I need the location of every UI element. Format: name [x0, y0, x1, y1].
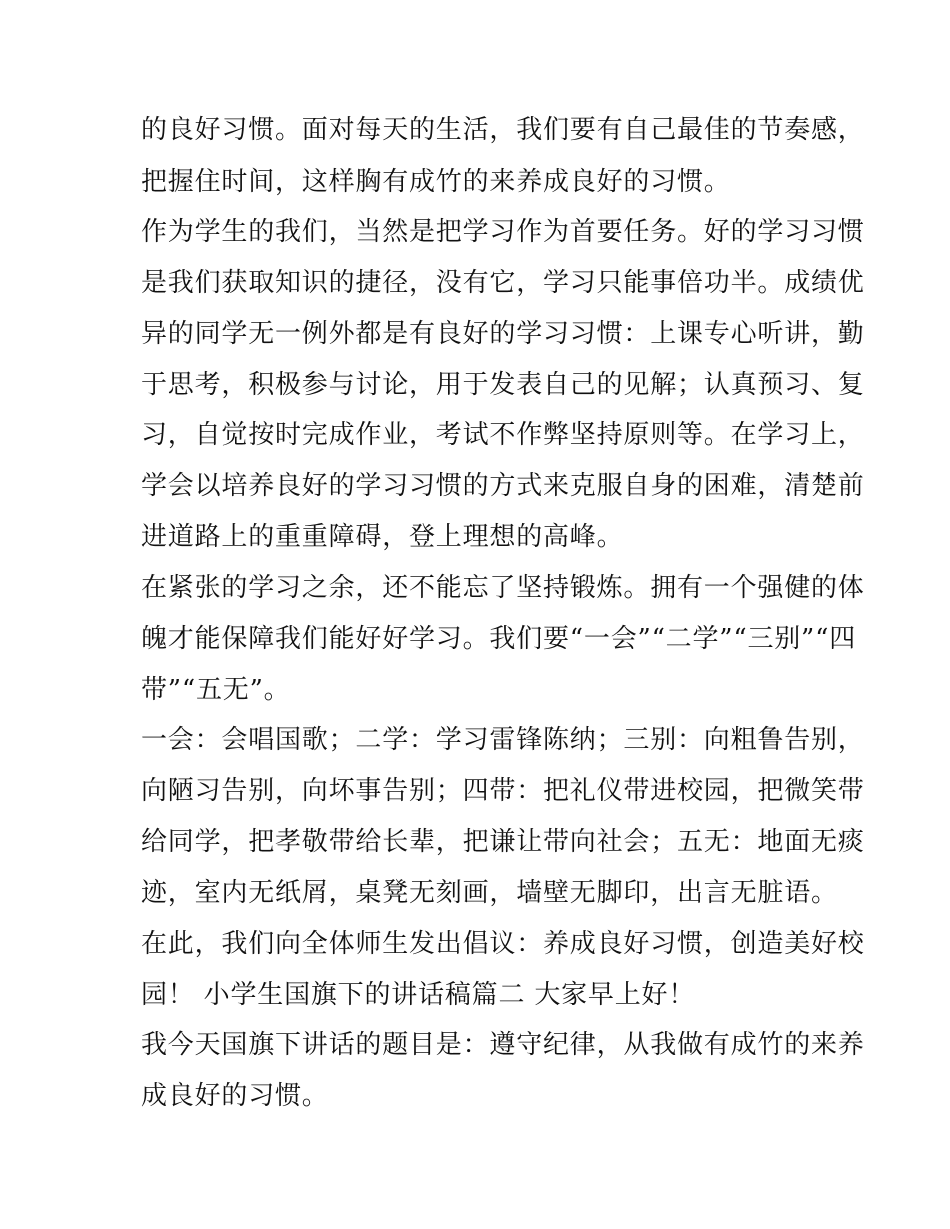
text-line-17: 在此，我们向全体师生发出倡议：养成良好习惯，创造美好校 [141, 929, 865, 959]
text-line-12: 带”“五无”。 [141, 675, 291, 705]
text-line-1: 的良好习惯。面对每天的生活，我们要有自己最佳的节奏感， [141, 115, 865, 145]
text-line-9: 进道路上的重重障碍，登上理想的高峰。 [141, 522, 624, 552]
text-line-16: 迹，室内无纸屑，桌凳无刻画，墙壁无脚印，出言无脏语。 [141, 878, 838, 908]
text-line-8: 学会以培养良好的学习习惯的方式来克服自身的困难，清楚前 [141, 471, 865, 501]
text-line-18: 园！ 小学生国旗下的讲话稿篇二 大家早上好！ [141, 980, 696, 1010]
text-line-11: 魄才能保障我们能好好学习。我们要“一会”“二学”“三别”“四 [141, 624, 857, 654]
text-line-4: 是我们获取知识的捷径，没有它，学习只能事倍功半。成绩优 [141, 268, 865, 298]
text-line-13: 一会：会唱国歌；二学：学习雷锋陈纳；三别：向粗鲁告别， [141, 725, 865, 755]
text-line-2: 把握住时间，这样胸有成竹的来养成良好的习惯。 [141, 167, 731, 197]
text-line-6: 于思考，积极参与讨论，用于发表自己的见解；认真预习、复 [141, 370, 865, 400]
text-line-15: 给同学，把孝敬带给长辈，把谦让带向社会；五无：地面无痰 [141, 827, 865, 857]
text-line-14: 向陋习告别，向坏事告别；四带：把礼仪带进校园，把微笑带 [141, 776, 865, 806]
text-line-7: 习，自觉按时完成作业，考试不作弊坚持原则等。在学习上， [141, 420, 865, 450]
text-line-5: 异的同学无一例外都是有良好的学习习惯：上课专心听讲，勤 [141, 319, 865, 349]
text-line-3: 作为学生的我们，当然是把学习作为首要任务。好的学习习惯 [141, 217, 865, 247]
text-line-10: 在紧张的学习之余，还不能忘了坚持锻炼。拥有一个强健的体 [141, 573, 865, 603]
text-line-20: 成良好的习惯。 [141, 1081, 329, 1111]
text-line-19: 我今天国旗下讲话的题目是：遵守纪律，从我做有成竹的来养 [141, 1030, 865, 1060]
